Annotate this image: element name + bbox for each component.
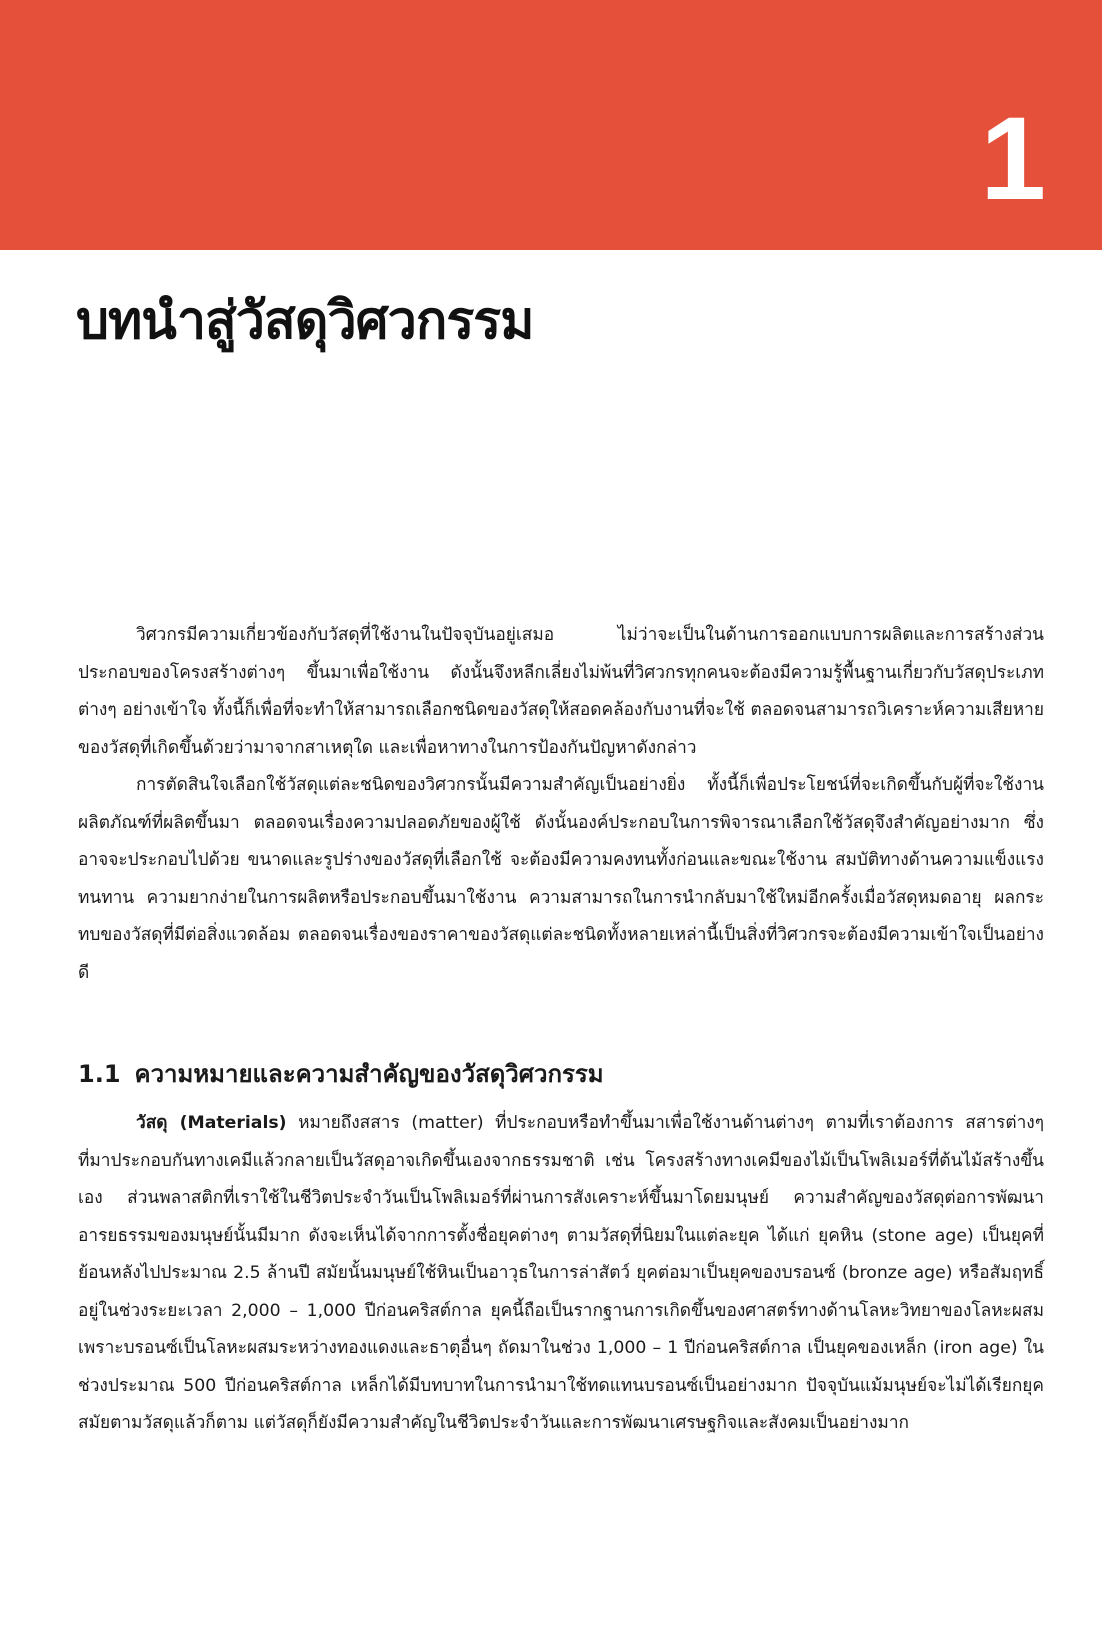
section-paragraph-text: หมายถึงสสาร (matter) ที่ประกอบหรือทำขึ้นมาเพื่อใช้งานด้านต่างๆ ตามที่เราต้องการ สสารต่างๆ ที่มาประกอบกันทางเคมีแล้วกลายเป็นวัสดุอาจเกิดขึ้นเองจากธรรมชาติ เช่น โครงสร้างทางเคมีของไม้เป็นโพลิเมอร์ที่ต้นไม้สร้างขึ้นเอง ส่วนพลาสติกที่เราใช้ในชีวิตประจำวันเป็นโพลิเมอร์ที่ผ่านการสังเคราะห์ขึ้นมาโดยมนุษย์ ความสำคัญของวัสดุต่อการพัฒนาอารยธรรมของมนุษย์นั้นมีมาก ดังจะเห็นได้จากการตั้งชื่อยุคต่างๆ ตามวัสดุที่นิยมในแต่ละยุค ได้แก่ ยุคหิน (stone age) เป็นยุคที่ย้อนหลังไปประมาณ 2.5 ล้านปี สมัยนั้นมนุษย์ใช้หินเป็นอาวุธในการล่าสัตว์ ยุคต่อมาเป็นยุคของบรอนซ์ (bronze age) หรือสัมฤทธิ์ อยู่ในช่วงระยะเวลา 2,000 – 1,000 ปีก่อนคริสต์กาล ยุคนี้ถือเป็นรากฐานการเกิดขึ้นของศาสตร์ทางด้านโลหะวิทยาของโลหะผสม เพราะบรอนซ์เป็นโลหะผสมระหว่างทองแดงและธาตุอื่นๆ ถัดมาในช่วง 1,000 – 1 ปีก่อนคริสต์กาล เป็นยุคของเหล็ก (iron age) ในช่วงประมาณ 500 ปีก่อนคริสต์กาล เหล็กได้มีบทบาทในการนำมาใช้ทดแทนบรอนซ์เป็นอย่างมาก ปัจจุบันแม้มนุษย์จะไม่ได้เรียกยุคสมัยตามวัสดุแล้วก็ตาม แต่วัสดุก็ยังมีความสำคัญในชีวิตประจำวันและการพัฒนาเศรษฐกิจและสังคมเป็นอย่างมาก — [78, 1113, 1044, 1433]
chapter-banner — [0, 0, 1102, 250]
intro-text — [78, 617, 1044, 992]
intro-paragraph-1: วิศวกรมีความเกี่ยวข้องกับวัสดุที่ใช้งานในปัจจุบันอยู่เสมอ ไม่ว่าจะเป็นในด้านการออกแบบการผลิตและการสร้างส่วนประกอบของโครงสร้างต่างๆ ขึ้นมาเพื่อใช้งาน ดังนั้นจึงหลีกเลี่ยงไม่พ้นที่วิศวกรทุกคนจะต้องมีความรู้พื้นฐานเกี่ยวกับวัสดุประเภทต่างๆ อย่างเข้าใจ ทั้งนี้ก็เพื่อที่จะทำให้สามารถเลือกชนิดของวัสดุให้สอดคล้องกับงานที่จะใช้ ตลอดจนสามารถวิเคราะห์ความเสียหายของวัสดุที่เกิดขึ้นด้วยว่ามาจากสาเหตุใด และเพื่อหาทางในการป้องกันปัญหาดังกล่าว — [78, 625, 1044, 758]
section-heading — [78, 1057, 604, 1091]
intro-paragraph-2: การตัดสินใจเลือกใช้วัสดุแต่ละชนิดของวิศวกรนั้นมีความสำคัญเป็นอย่างยิ่ง ทั้งนี้ก็เพื่อประโยชน์ที่จะเกิดขึ้นกับผู้ที่จะใช้งานผลิตภัณฑ์ที่ผลิตขึ้นมา ตลอดจนเรื่องความปลอดภัยของผู้ใช้ ดังนั้นองค์ประกอบในการพิจารณาเลือกใช้วัสดุจึงสำคัญอย่างมาก ซึ่งอาจจะประกอบไปด้วย ขนาดและรูปร่างของวัสดุที่เลือกใช้ จะต้องมีความคงทนทั้งก่อนและขณะใช้งาน สมบัติทางด้านความแข็งแรงทนทาน ความยากง่ายในการผลิตหรือประกอบขึ้นมาใช้งาน ความสามารถในการนำกลับมาใช้ใหม่อีกครั้งเมื่อวัสดุหมดอายุ ผลกระทบของวัสดุที่มีต่อสิ่งแวดล้อม ตลอดจนเรื่องของราคาของวัสดุแต่ละชนิดทั้งหลายเหล่านี้เป็นสิ่งที่วิศวกรจะต้องมีความเข้าใจเป็นอย่างดี — [78, 775, 1044, 983]
section-number: 1.1 — [78, 1060, 121, 1088]
chapter-number: 1 — [980, 93, 1046, 225]
section-title: ความหมายและความสำคัญของวัสดุวิศวกรรม — [134, 1060, 604, 1088]
materials-term: วัสดุ (Materials) — [136, 1113, 287, 1133]
chapter-title: บทนำสู่วัสดุวิศวกรรม — [76, 291, 534, 351]
section-1-1-text — [78, 1105, 1044, 1443]
section-paragraph — [78, 1105, 1044, 1443]
